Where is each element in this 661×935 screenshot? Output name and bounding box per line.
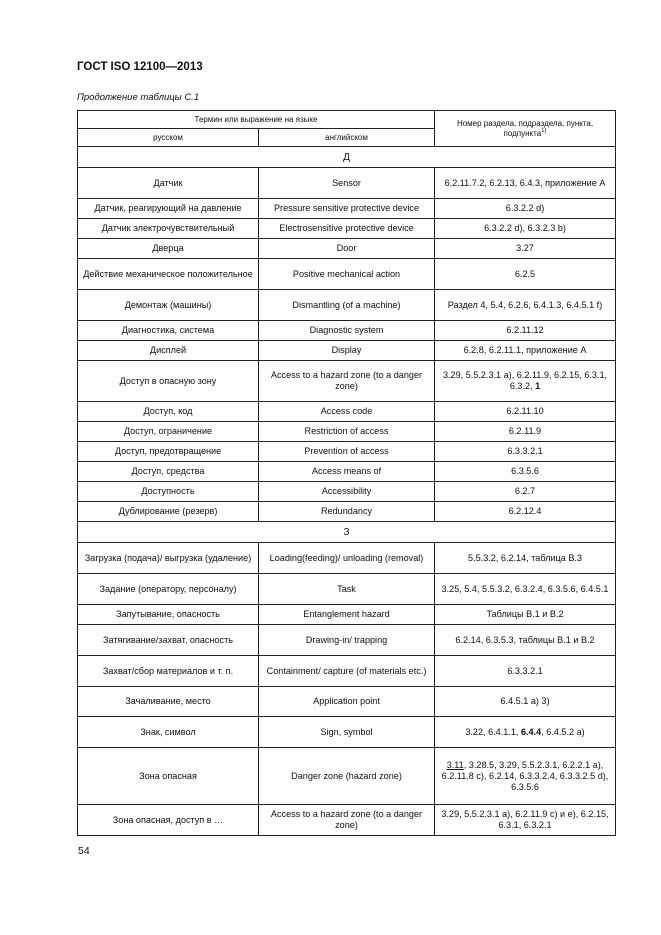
- table-row: [78, 605, 616, 625]
- term-ref: 6.3.5.6: [435, 462, 616, 482]
- term-ru: Дублирование (резерв): [78, 502, 259, 522]
- term-ru: Доступ в опасную зону: [78, 361, 259, 402]
- term-ref: 3.25, 5.4, 5.5.3.2, 6.3.2.4, 6.3.5.6, 6.4.5.1: [435, 574, 616, 605]
- term-ru: Затягивание/захват, опасность: [78, 625, 259, 656]
- term-en: Restriction of access: [259, 422, 435, 442]
- table-row: [78, 625, 616, 656]
- term-ru: Задание (оператору, персоналу): [78, 574, 259, 605]
- term-ref: Таблицы В.1 и В.2: [435, 605, 616, 625]
- term-en: Containment/ capture (of materials etc.): [259, 656, 435, 687]
- table-row: [78, 168, 616, 199]
- table-row: [78, 717, 616, 748]
- header-english: английском: [259, 129, 435, 147]
- table-row: [78, 341, 616, 361]
- table-row: [78, 805, 616, 836]
- header-section-ref: [435, 111, 616, 147]
- table-row: [78, 321, 616, 341]
- term-ref: 6.2.14, 6.3.5.3, таблицы В.1 и В.2: [435, 625, 616, 656]
- term-ru: Датчик электрочувствительный: [78, 219, 259, 239]
- term-ref: [435, 361, 616, 402]
- footnote-marker: 1): [541, 127, 547, 134]
- table-row: [78, 290, 616, 321]
- term-en: Danger zone (hazard zone): [259, 748, 435, 805]
- table-row: [78, 482, 616, 502]
- term-ref: 6.2.12.4: [435, 502, 616, 522]
- term-ref: 3.27: [435, 239, 616, 259]
- term-ru: Знак, символ: [78, 717, 259, 748]
- term-ref: 6.3.3.2.1: [435, 442, 616, 462]
- term-en: Accessibility: [259, 482, 435, 502]
- term-en: Electrosensitive protective device: [259, 219, 435, 239]
- term-ref: 6.2.11.10: [435, 402, 616, 422]
- terms-index-table: [77, 110, 616, 836]
- term-en: Loading(feeding)/ unloading (removal): [259, 543, 435, 574]
- table-row: [78, 462, 616, 482]
- term-ref-text: , 3.28.5, 3.29, 5.5.2.3.1, 6.2.2.1 a), 6.2.11.8 c), 6.2.14, 6.3.3.2.4, 6.3.3.2.5 d), 6.3.5.6: [441, 759, 609, 792]
- term-ru: Датчик: [78, 168, 259, 199]
- term-ref: 6.2.7: [435, 482, 616, 502]
- term-en: Display: [259, 341, 435, 361]
- term-ref-bold: 6.4.4: [520, 726, 542, 737]
- term-ref: 6.2.11.9: [435, 422, 616, 442]
- term-ru: Загрузка (подача)/ выгрузка (удаление): [78, 543, 259, 574]
- term-en: Dismantling (of a machine): [259, 290, 435, 321]
- term-ru: Действие механическое положительное: [78, 259, 259, 290]
- term-ref: 6.3.2.2 d), 6.3.2.3 b): [435, 219, 616, 239]
- document-standard-header: ГОСТ ISO 12100—2013: [77, 61, 203, 73]
- term-en: Access to a hazard zone (to a danger zone): [259, 805, 435, 836]
- term-ru: Зона опасная: [78, 748, 259, 805]
- table-row: [78, 361, 616, 402]
- term-ref: [435, 717, 616, 748]
- term-ref: [435, 748, 616, 805]
- term-ru: Диагностика, система: [78, 321, 259, 341]
- header-russian: русском: [78, 129, 259, 147]
- term-ru: Датчик, реагирующий на давление: [78, 199, 259, 219]
- term-ref-underlined: 3.11: [446, 759, 464, 770]
- term-ref: 6.2.11.12: [435, 321, 616, 341]
- table-row: [78, 656, 616, 687]
- term-ref: 6.3.3.2.1: [435, 656, 616, 687]
- term-en: Access code: [259, 402, 435, 422]
- table-header-row: [78, 111, 616, 129]
- table-row: [78, 687, 616, 717]
- term-en: Sign, symbol: [259, 717, 435, 748]
- term-en: Task: [259, 574, 435, 605]
- term-ru: Демонтаж (машины): [78, 290, 259, 321]
- term-en: Drawing-in/ trapping: [259, 625, 435, 656]
- term-ru: Доступ, ограничение: [78, 422, 259, 442]
- term-en: Diagnostic system: [259, 321, 435, 341]
- table-row: [78, 219, 616, 239]
- term-ru: Запутывание, опасность: [78, 605, 259, 625]
- term-en: Door: [259, 239, 435, 259]
- term-ref: 6.4.5.1 a) 3): [435, 687, 616, 717]
- term-ref-text: , 6.4.5.2 a): [541, 726, 585, 737]
- term-ru: Зона опасная, доступ в …: [78, 805, 259, 836]
- term-ref-text: 3.22, 6.4.1.1,: [465, 726, 521, 737]
- section-letter: Д: [78, 147, 616, 168]
- section-letter: З: [78, 522, 616, 543]
- term-en: Entanglement hazard: [259, 605, 435, 625]
- term-ru: Зачаливание, место: [78, 687, 259, 717]
- term-ref: Раздел 4, 5.4, 6.2.6, 6.4.1.3, 6.4.5.1 f): [435, 290, 616, 321]
- header-section-ref-text: Номер раздела, подраздела, пункта, подпункта: [456, 119, 594, 138]
- term-en: Positive mechanical action: [259, 259, 435, 290]
- term-ref: 6.2.8, 6.2.11.1, приложение А: [435, 341, 616, 361]
- table-row: [78, 422, 616, 442]
- term-en: Application point: [259, 687, 435, 717]
- term-en: Sensor: [259, 168, 435, 199]
- term-ref: 6.2.11.7.2, 6.2.13, 6.4.3, приложение А: [435, 168, 616, 199]
- header-term-group: Термин или выражение на языке: [78, 111, 435, 129]
- table-row: [78, 239, 616, 259]
- table-row: [78, 199, 616, 219]
- table-row: [78, 402, 616, 422]
- term-ref: 6.2.5: [435, 259, 616, 290]
- section-row: [78, 147, 616, 168]
- term-en: Pressure sensitive protective device: [259, 199, 435, 219]
- term-en: Access to a hazard zone (to a danger zone): [259, 361, 435, 402]
- term-en: Access means of: [259, 462, 435, 482]
- term-ru: Доступ, предотвращение: [78, 442, 259, 462]
- term-ref: 5.5.3.2, 6.2.14, таблица В.3: [435, 543, 616, 574]
- term-ru: Дверца: [78, 239, 259, 259]
- table-row: [78, 442, 616, 462]
- page-number: 54: [78, 845, 90, 857]
- table-row: [78, 502, 616, 522]
- term-ref: 3.29, 5.5.2.3.1 a), 6.2.11.9 c) и e), 6.2.15, 6.3.1, 6.3.2.1: [435, 805, 616, 836]
- term-ru: Доступность: [78, 482, 259, 502]
- term-en: Prevention of access: [259, 442, 435, 462]
- table-caption: Продолжение таблицы С.1: [77, 92, 200, 103]
- term-ru: Доступ, код: [78, 402, 259, 422]
- term-ref: 6.3.2.2 d): [435, 199, 616, 219]
- term-ref-text: 3.29, 5.5.2.3.1 a), 6.2.11.9, 6.2.15, 6.3.1, 6.3.2,: [442, 370, 608, 391]
- term-ru: Захват/сбор материалов и т. п.: [78, 656, 259, 687]
- term-en: Redundancy: [259, 502, 435, 522]
- term-ru: Доступ, средства: [78, 462, 259, 482]
- term-ru: Дисплей: [78, 341, 259, 361]
- table-row: [78, 748, 616, 805]
- term-ref-bold: 1: [535, 381, 541, 391]
- section-row: [78, 522, 616, 543]
- table-row: [78, 259, 616, 290]
- table-row: [78, 543, 616, 574]
- table-row: [78, 574, 616, 605]
